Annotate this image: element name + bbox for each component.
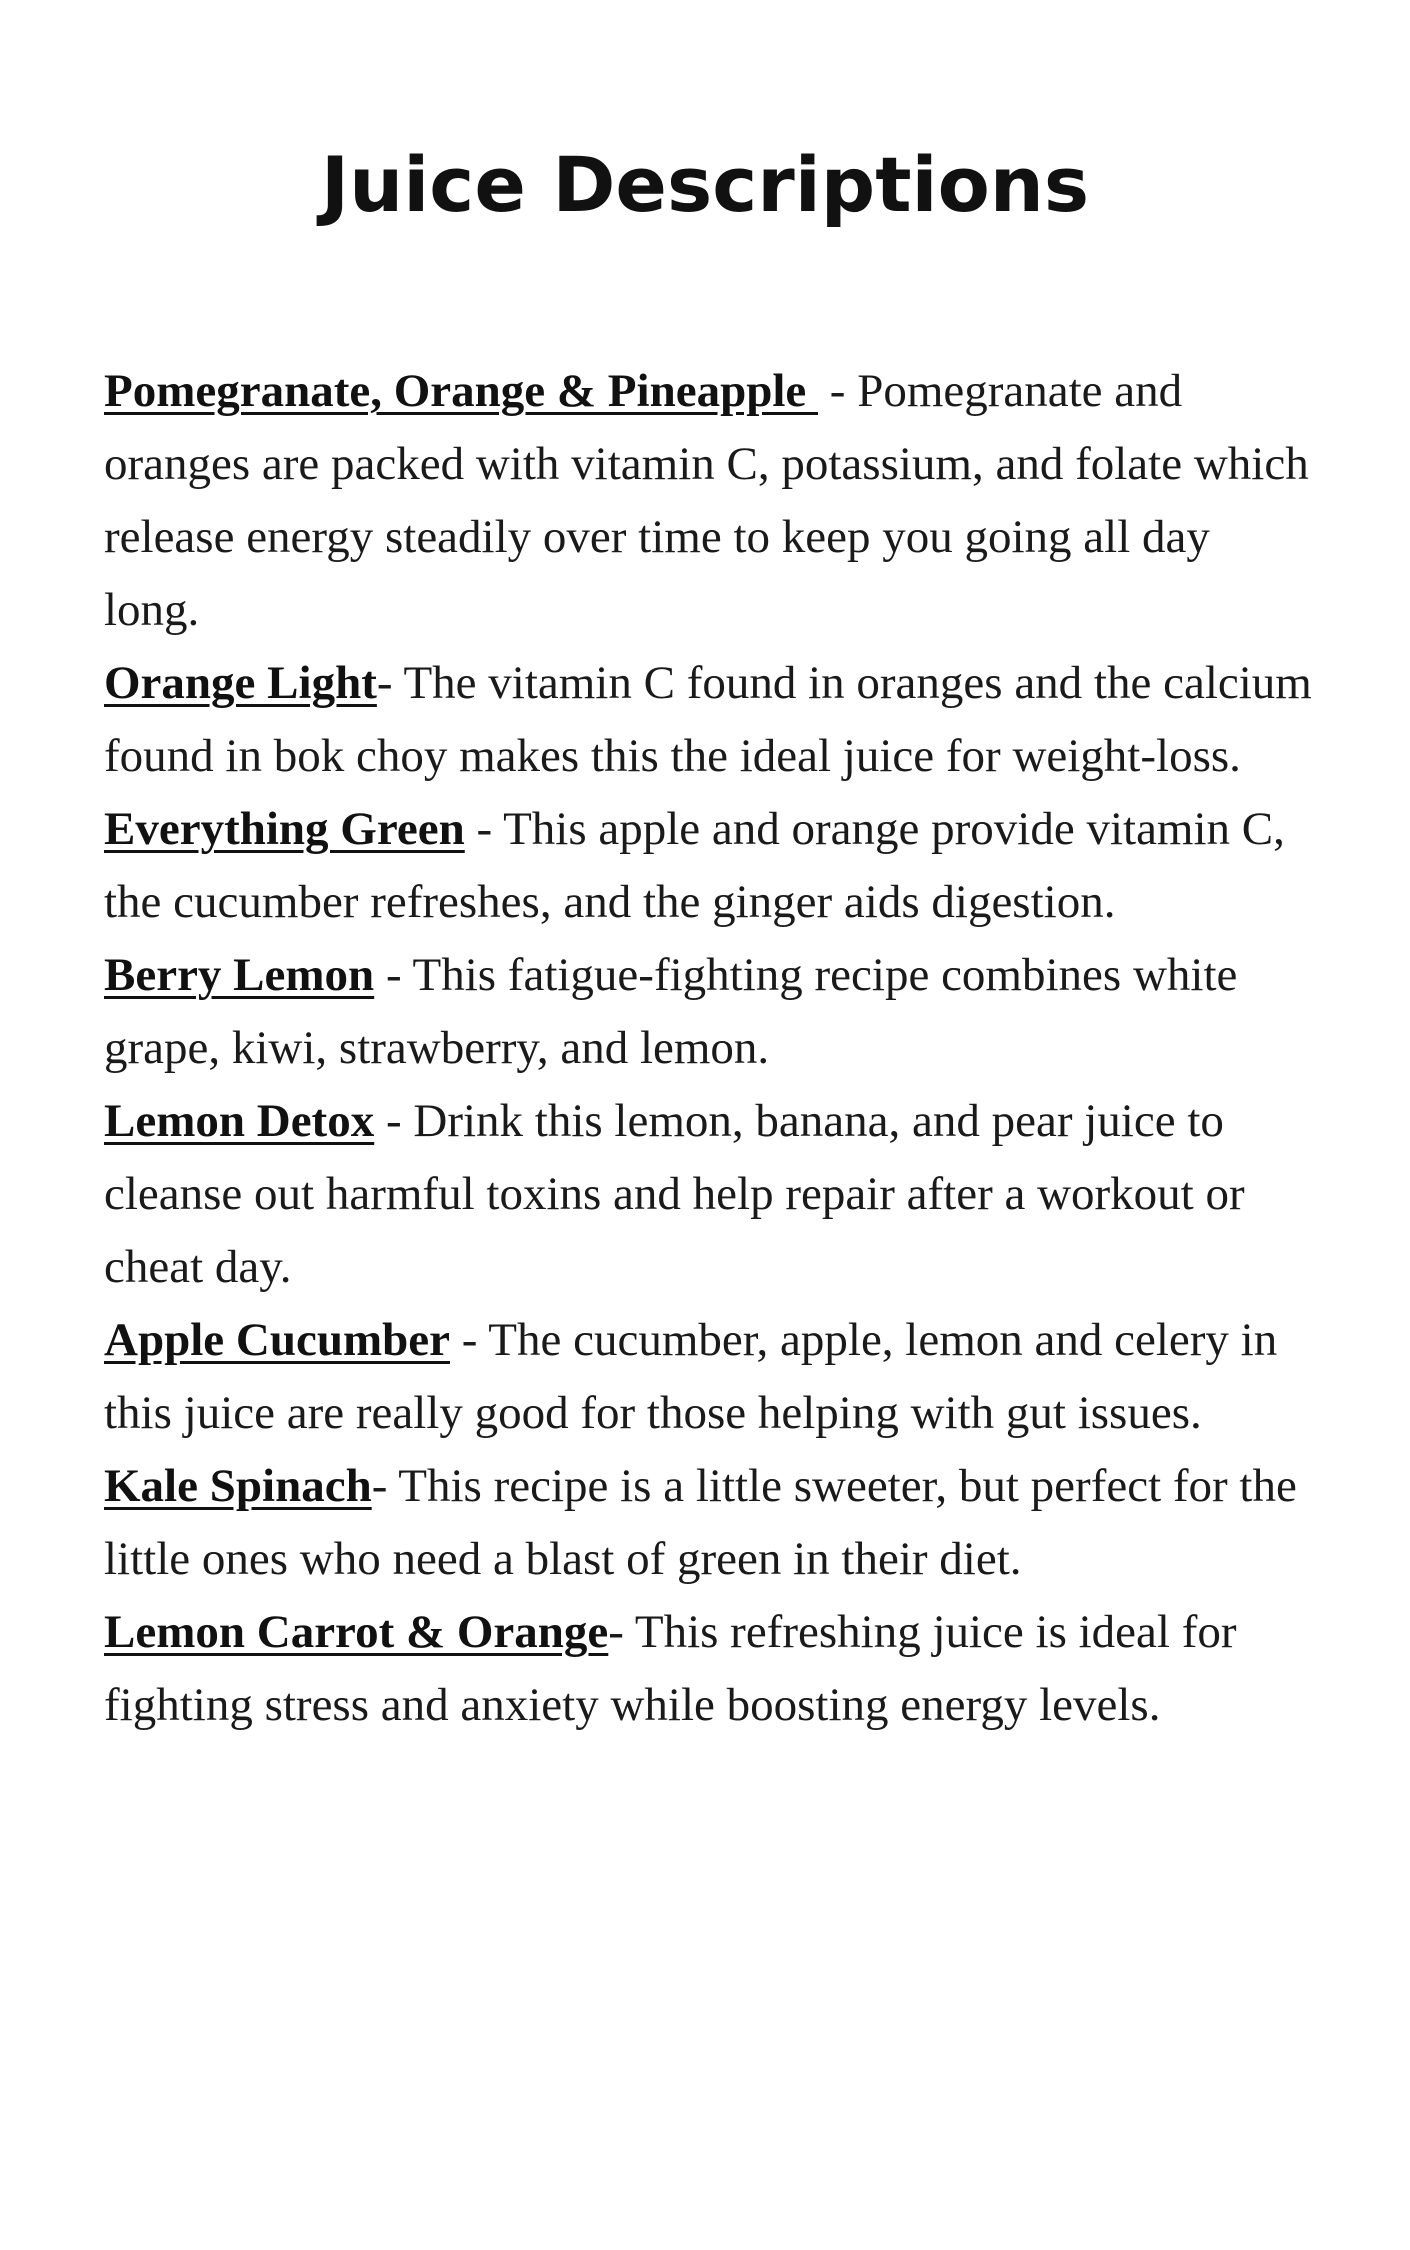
juice-item — [104, 1085, 1314, 1304]
juice-name: Pomegranate, Orange & Pineapple — [104, 365, 819, 417]
juice-name: Lemon Detox — [104, 1095, 375, 1147]
juice-item — [104, 1450, 1314, 1596]
juice-name: Orange Light — [104, 657, 377, 709]
juice-description: The cucumber, apple, lemon and celery in this juice are really good for those helping with gut issues. — [104, 1314, 1278, 1439]
juice-description-list — [104, 355, 1314, 1742]
page-title: Juice Descriptions — [320, 140, 1090, 229]
juice-item — [104, 939, 1314, 1085]
juice-description: This apple and orange provide vitamin C, the cucumber refreshes, and the ginger aids digestion. — [104, 803, 1285, 928]
juice-separator: - — [374, 1095, 414, 1147]
juice-item — [104, 647, 1314, 793]
juice-separator: - — [376, 657, 404, 709]
juice-description: This recipe is a little sweeter, but perfect for the little ones who need a blast of green in their diet. — [104, 1460, 1297, 1585]
juice-name: Lemon Carrot & Orange — [104, 1606, 609, 1658]
juice-name: Kale Spinach — [104, 1460, 372, 1512]
juice-name: Apple Cucumber — [104, 1314, 450, 1366]
juice-separator: - — [818, 365, 858, 417]
juice-name: Berry Lemon — [104, 949, 375, 1001]
juice-item — [104, 1304, 1314, 1450]
juice-separator: - — [371, 1460, 399, 1512]
juice-description: Pomegranate and oranges are packed with vitamin C, potassium, and folate which release energy steadily over time to keep you going all day long. — [104, 365, 1309, 636]
juice-name: Everything Green — [104, 803, 465, 855]
juice-item — [104, 1596, 1314, 1742]
juice-item — [104, 355, 1314, 647]
juice-separator: - — [374, 949, 413, 1001]
juice-description: The vitamin C found in oranges and the calcium found in bok choy makes this the ideal juice for weight-loss. — [104, 657, 1312, 782]
juice-separator: - — [464, 803, 504, 855]
juice-separator: - — [449, 1314, 489, 1366]
juice-description: This refreshing juice is ideal for fighting stress and anxiety while boosting energy levels. — [104, 1606, 1237, 1731]
juice-description: This fatigue-fighting recipe combines white grape, kiwi, strawberry, and lemon. — [104, 949, 1238, 1074]
juice-separator: - — [608, 1606, 635, 1658]
juice-item — [104, 793, 1314, 939]
juice-description: Drink this lemon, banana, and pear juice to cleanse out harmful toxins and help repair after a workout or cheat day. — [104, 1095, 1245, 1293]
